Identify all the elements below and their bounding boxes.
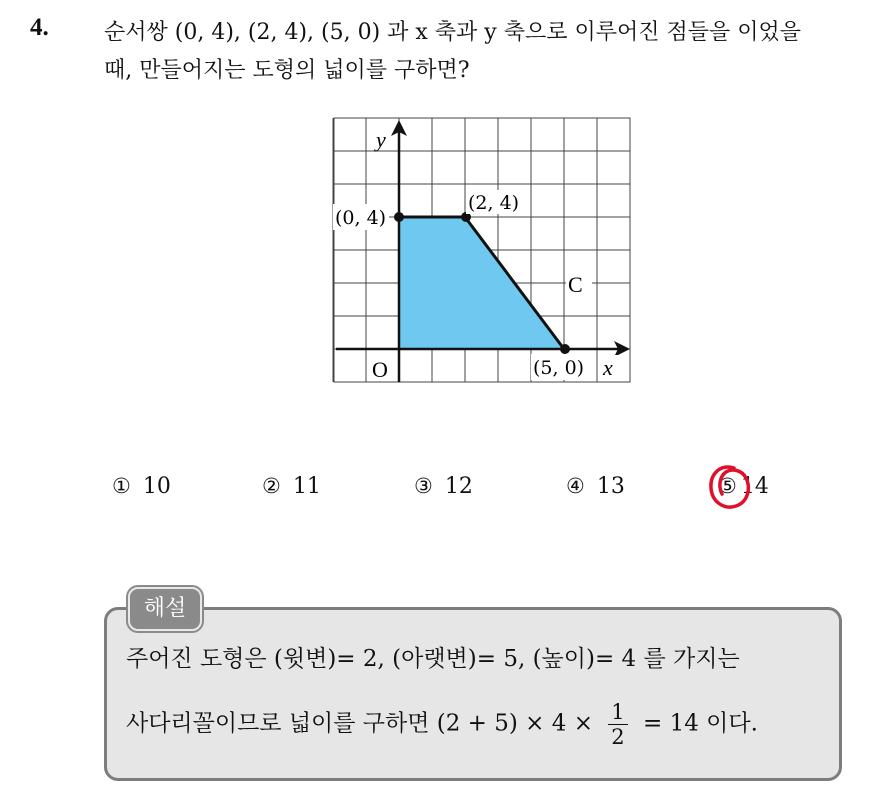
fraction-numerator: 1 <box>608 700 627 725</box>
choice-5-value: 14 <box>740 474 769 499</box>
solution-fraction <box>608 700 627 749</box>
choice-2[interactable] <box>262 474 321 499</box>
point-5-0 <box>560 344 570 354</box>
choice-1[interactable] <box>112 474 171 499</box>
solution-label: 해설 <box>128 587 202 631</box>
answer-circle-mark <box>704 460 754 516</box>
point-0-4 <box>394 212 404 222</box>
choice-3-mark: ③ <box>414 474 433 498</box>
question-line-1: 순서쌍 (0, 4), (2, 4), (5, 0) 과 x 축과 y 축으로 이루어진 점들을 이었을 <box>104 20 801 45</box>
label-2-4: (2, 4) <box>468 192 520 214</box>
choice-3[interactable] <box>414 474 473 499</box>
choice-2-mark: ② <box>262 474 281 498</box>
solution-line-2 <box>126 700 758 749</box>
origin-label: O <box>372 357 388 382</box>
solution-line-1: 주어진 도형은 (윗변)= 2, (아랫변)= 5, (높이)= 4 를 가지는 <box>126 646 740 672</box>
choice-5-mark: ⑤ <box>718 474 737 498</box>
choice-1-mark: ① <box>112 474 131 498</box>
fraction-denominator: 2 <box>611 725 625 749</box>
solution-line-2-end: = 14 이다. <box>642 710 758 737</box>
label-5-0: (5, 0) <box>533 357 585 379</box>
x-axis-label: x <box>603 355 613 380</box>
solution-box <box>104 607 842 781</box>
choice-1-value: 10 <box>142 474 171 499</box>
choice-2-value: 11 <box>292 474 321 499</box>
solution-line-2-start: 사다리꼴이므로 넓이를 구하면 (2 + 5) × 4 × <box>126 710 593 737</box>
y-axis-label: y <box>376 127 386 152</box>
question-line-2: 때, 만들어지는 도형의 넓이를 구하면? <box>104 58 470 83</box>
choice-4-mark: ④ <box>566 474 585 498</box>
choice-3-value: 12 <box>444 474 473 499</box>
shape-label: C <box>568 272 583 297</box>
label-0-4: (0, 4) <box>335 207 387 229</box>
question-number: 4. <box>30 14 49 41</box>
choice-4[interactable] <box>566 474 625 499</box>
choice-4-value: 13 <box>596 474 625 499</box>
